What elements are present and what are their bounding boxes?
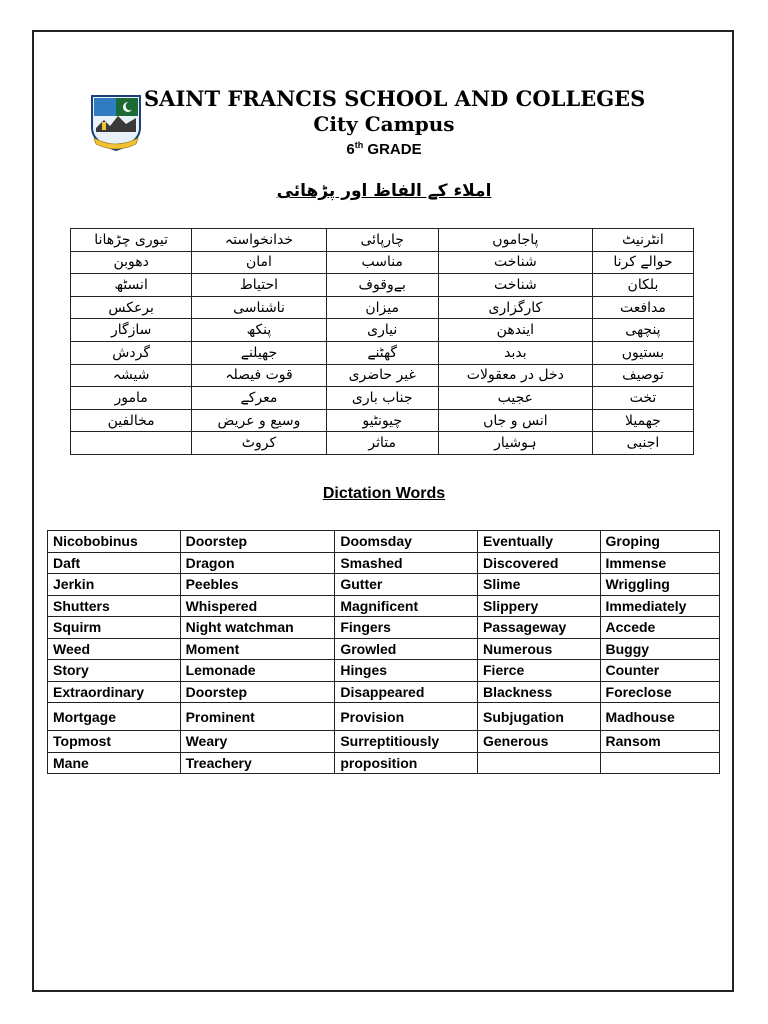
urdu-word-cell: مامور: [71, 387, 192, 410]
urdu-word-cell: پاجاموں: [438, 229, 592, 252]
urdu-heading-text: املاء کے الفاظ اور پڑھائی: [276, 181, 492, 201]
dictation-word-cell: Hinges: [335, 660, 478, 682]
urdu-word-cell: مدافعت: [592, 296, 693, 319]
dictation-table-row: [48, 617, 720, 639]
dictation-word-cell: Magnificent: [335, 595, 478, 617]
urdu-table-row: [71, 274, 694, 297]
urdu-word-cell: چارپائی: [326, 229, 438, 252]
urdu-word-cell: شیشہ: [71, 364, 192, 387]
urdu-word-cell: امان: [192, 251, 326, 274]
dictation-word-cell: [600, 752, 719, 774]
urdu-word-cell: بستیوں: [592, 341, 693, 364]
urdu-word-cell: جھمیلا: [592, 409, 693, 432]
dictation-word-cell: Shutters: [48, 595, 181, 617]
dictation-word-cell: Subjugation: [478, 703, 601, 731]
dictation-word-cell: Wriggling: [600, 574, 719, 596]
dictation-word-cell: Moment: [180, 638, 335, 660]
dictation-word-cell: Accede: [600, 617, 719, 639]
urdu-table-row: [71, 432, 694, 455]
urdu-word-cell: معرکے: [192, 387, 326, 410]
urdu-word-cell: گھٹنے: [326, 341, 438, 364]
page-border: [32, 30, 734, 992]
dictation-word-cell: Night watchman: [180, 617, 335, 639]
urdu-table-row: [71, 296, 694, 319]
urdu-word-cell: دھوبن: [71, 251, 192, 274]
urdu-word-cell: انٹرنیٹ: [592, 229, 693, 252]
dictation-table-row: [48, 638, 720, 660]
urdu-word-cell: بلکان: [592, 274, 693, 297]
urdu-word-cell: دخل در معقولات: [438, 364, 592, 387]
dictation-word-cell: Slippery: [478, 595, 601, 617]
dictation-word-cell: Whispered: [180, 595, 335, 617]
urdu-word-cell: ایندھن: [438, 319, 592, 342]
dictation-table-row: [48, 595, 720, 617]
urdu-table-row: [71, 387, 694, 410]
dictation-word-cell: Immediately: [600, 595, 719, 617]
dictation-word-cell: Mortgage: [48, 703, 181, 731]
urdu-word-cell: [71, 432, 192, 455]
urdu-word-cell: عجیب: [438, 387, 592, 410]
urdu-word-cell: غیر حاضری: [326, 364, 438, 387]
urdu-word-cell: نیاری: [326, 319, 438, 342]
urdu-word-cell: سازگار: [71, 319, 192, 342]
urdu-word-cell: کروٹ: [192, 432, 326, 455]
urdu-table-row: [71, 341, 694, 364]
dictation-word-cell: Peebles: [180, 574, 335, 596]
urdu-word-cell: مخالفین: [71, 409, 192, 432]
dictation-word-cell: Eventually: [478, 531, 601, 553]
dictation-word-cell: Passageway: [478, 617, 601, 639]
grade-number: 6: [346, 141, 355, 158]
dictation-word-cell: Weary: [180, 731, 335, 753]
campus-name: City Campus: [313, 112, 455, 136]
dictation-word-cell: Extraordinary: [48, 681, 181, 703]
dictation-table-row: [48, 660, 720, 682]
urdu-word-cell: متاثر: [326, 432, 438, 455]
dictation-word-cell: Gutter: [335, 574, 478, 596]
urdu-table-row: [71, 409, 694, 432]
grade-label: [0, 140, 768, 158]
grade-suffix: th: [354, 140, 364, 150]
urdu-table-row: [71, 251, 694, 274]
dictation-word-cell: Foreclose: [600, 681, 719, 703]
urdu-words-table: [70, 228, 694, 455]
urdu-word-cell: مناسب: [326, 251, 438, 274]
dictation-word-cell: Discovered: [478, 552, 601, 574]
urdu-table-row: [71, 229, 694, 252]
urdu-table-row: [71, 319, 694, 342]
dictation-section-heading: [0, 485, 768, 503]
urdu-word-cell: شناخت: [438, 251, 592, 274]
dictation-table-row: [48, 531, 720, 553]
dictation-word-cell: Mane: [48, 752, 181, 774]
dictation-word-cell: Immense: [600, 552, 719, 574]
urdu-word-cell: ہوشیار: [438, 432, 592, 455]
dictation-table-row: [48, 681, 720, 703]
dictation-word-cell: Doomsday: [335, 531, 478, 553]
dictation-word-cell: Ransom: [600, 731, 719, 753]
dictation-word-cell: Nicobobinus: [48, 531, 181, 553]
urdu-word-cell: انس و جاں: [438, 409, 592, 432]
dictation-word-cell: Slime: [478, 574, 601, 596]
dictation-word-cell: Weed: [48, 638, 181, 660]
dictation-word-cell: Fierce: [478, 660, 601, 682]
urdu-word-cell: احتیاط: [192, 274, 326, 297]
dictation-heading-text: Dictation Words: [322, 485, 446, 502]
dictation-table-row: [48, 703, 720, 731]
urdu-word-cell: پنکھ: [192, 319, 326, 342]
dictation-word-cell: Provision: [335, 703, 478, 731]
dictation-word-cell: Squirm: [48, 617, 181, 639]
urdu-word-cell: وسیع و عریض: [192, 409, 326, 432]
urdu-word-cell: تیوری چڑھانا: [71, 229, 192, 252]
urdu-word-cell: ناشناسی: [192, 296, 326, 319]
dictation-word-cell: Treachery: [180, 752, 335, 774]
dictation-table-row: [48, 731, 720, 753]
urdu-word-cell: جناب باری: [326, 387, 438, 410]
dictation-word-cell: Madhouse: [600, 703, 719, 731]
dictation-words-table: [47, 530, 720, 774]
grade-word: GRADE: [367, 141, 422, 158]
dictation-table-row: [48, 552, 720, 574]
dictation-word-cell: Doorstep: [180, 531, 335, 553]
dictation-word-cell: Story: [48, 660, 181, 682]
urdu-word-cell: میزان: [326, 296, 438, 319]
dictation-word-cell: Lemonade: [180, 660, 335, 682]
urdu-word-cell: تخت: [592, 387, 693, 410]
urdu-word-cell: شناخت: [438, 274, 592, 297]
urdu-word-cell: حوالے کرنا: [592, 251, 693, 274]
dictation-table-row: [48, 574, 720, 596]
dictation-word-cell: Blackness: [478, 681, 601, 703]
dictation-word-cell: Counter: [600, 660, 719, 682]
urdu-table-row: [71, 364, 694, 387]
dictation-word-cell: Groping: [600, 531, 719, 553]
dictation-word-cell: Daft: [48, 552, 181, 574]
urdu-word-cell: قوت فیصلہ: [192, 364, 326, 387]
dictation-word-cell: Buggy: [600, 638, 719, 660]
dictation-word-cell: proposition: [335, 752, 478, 774]
urdu-word-cell: بےوقوف: [326, 274, 438, 297]
urdu-word-cell: گردش: [71, 341, 192, 364]
dictation-word-cell: Smashed: [335, 552, 478, 574]
dictation-word-cell: Jerkin: [48, 574, 181, 596]
dictation-word-cell: Surreptitiously: [335, 731, 478, 753]
urdu-word-cell: پنچھی: [592, 319, 693, 342]
dictation-word-cell: Generous: [478, 731, 601, 753]
dictation-table-row: [48, 752, 720, 774]
dictation-word-cell: Fingers: [335, 617, 478, 639]
urdu-word-cell: جھیلنے: [192, 341, 326, 364]
dictation-word-cell: Numerous: [478, 638, 601, 660]
dictation-word-cell: Disappeared: [335, 681, 478, 703]
urdu-word-cell: اجنبی: [592, 432, 693, 455]
dictation-word-cell: Prominent: [180, 703, 335, 731]
urdu-word-cell: توصیف: [592, 364, 693, 387]
urdu-word-cell: انسٹھ: [71, 274, 192, 297]
dictation-word-cell: Doorstep: [180, 681, 335, 703]
dictation-word-cell: Dragon: [180, 552, 335, 574]
urdu-section-heading: [0, 180, 768, 201]
urdu-word-cell: چیونٹیو: [326, 409, 438, 432]
dictation-word-cell: Topmost: [48, 731, 181, 753]
urdu-word-cell: کارگزاری: [438, 296, 592, 319]
dictation-word-cell: Growled: [335, 638, 478, 660]
urdu-word-cell: خدانخواستہ: [192, 229, 326, 252]
urdu-word-cell: بدبد: [438, 341, 592, 364]
dictation-word-cell: [478, 752, 601, 774]
urdu-word-cell: برعکس: [71, 296, 192, 319]
school-name: SAINT FRANCIS SCHOOL AND COLLEGES: [144, 86, 646, 111]
